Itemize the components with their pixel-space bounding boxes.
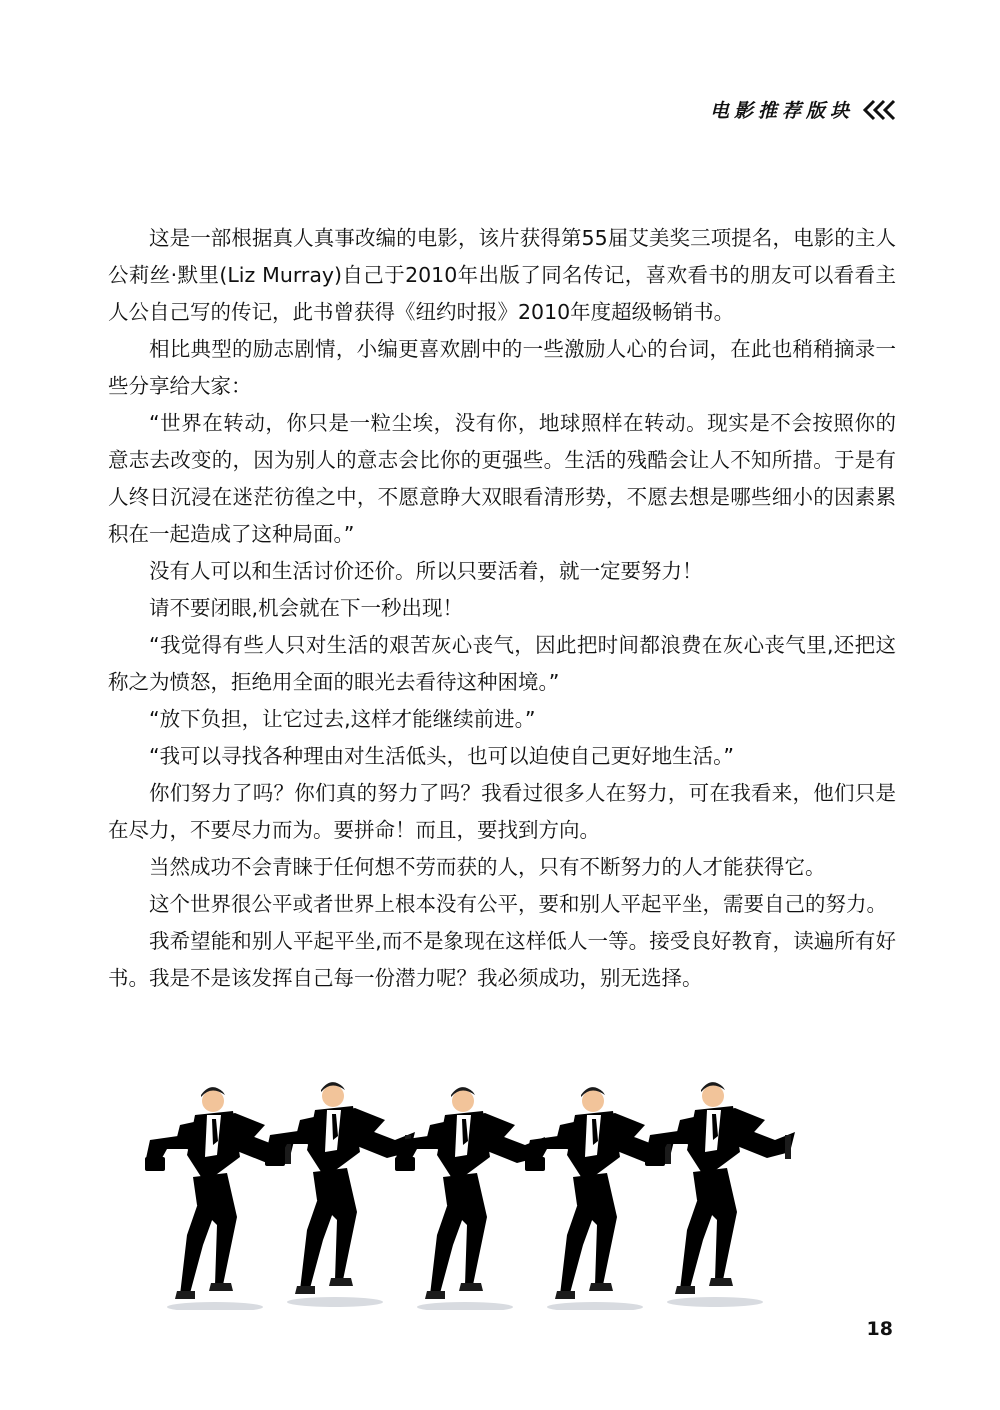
runner-figure-gray (525, 1087, 675, 1310)
paragraph: 这是一部根据真人真事改编的电影，该片获得第55届艾美奖三项提名，电影的主人公莉丝·默里(Liz Murray)自己于2010年出版了同名传记，喜欢看书的朋友可以看看主人公自己写的传记，此书曾获得《纽约时报》2010年度超级畅销书。 (108, 226, 896, 324)
triple-chevron-left-icon (862, 99, 900, 121)
runner-figure-blue (265, 1082, 415, 1307)
paragraph: 没有人可以和生活讨价还价。所以只要活着，就一定要努力！ (149, 559, 703, 583)
paragraph: 这个世界很公平或者世界上根本没有公平，要和别人平起平坐，需要自己的努力。 (149, 892, 887, 916)
paragraph: “世界在转动，你只是一粒尘埃，没有你，地球照样在转动。现实是不会按照你的意志去改变的，因为别人的意志会比你的更强些。生活的残酷会让人不知所措。于是有人终日沉浸在迷茫彷徨之中，不愿意睁大双眼看清形势，不愿去想是哪些细小的因素累积在一起造成了这种局面。” (108, 411, 896, 546)
paragraph: 请不要闭眼,机会就在下一秒出现！ (149, 596, 464, 620)
section-header (710, 96, 900, 123)
paragraph: 当然成功不会青睐于任何想不劳而获的人，只有不断努力的人才能获得它。 (149, 855, 826, 879)
runner-figure-orange (395, 1087, 545, 1310)
page-number: 18 (866, 1318, 893, 1340)
paragraph: “我可以寻找各种理由对生活低头，也可以迫使自己更好地生活。” (149, 744, 734, 768)
running-businessmen-illustration (145, 1075, 845, 1310)
article-body (108, 220, 896, 997)
runner-figure-gray (145, 1087, 295, 1310)
runner-figure-blue (645, 1082, 795, 1307)
paragraph: “放下负担，让它过去,这样才能继续前进。” (149, 707, 536, 731)
paragraph: “我觉得有些人只对生活的艰苦灰心丧气，因此把时间都浪费在灰心丧气里,还把这称之为愤怒，拒绝用全面的眼光去看待这种困境。” (108, 633, 896, 694)
paragraph: 相比典型的励志剧情，小编更喜欢剧中的一些激励人心的台词，在此也稍稍摘录一些分享给大家： (108, 337, 896, 398)
section-title: 电影推荐版块 (709, 100, 854, 122)
paragraph: 我希望能和别人平起平坐,而不是象现在这样低人一等。接受良好教育，读遍所有好书。我是不是该发挥自己每一份潜力呢？我必须成功，别无选择。 (108, 929, 896, 990)
paragraph: 你们努力了吗？你们真的努力了吗？我看过很多人在努力，可在我看来，他们只是在尽力，不要尽力而为。要拼命！而且，要找到方向。 (108, 781, 896, 842)
